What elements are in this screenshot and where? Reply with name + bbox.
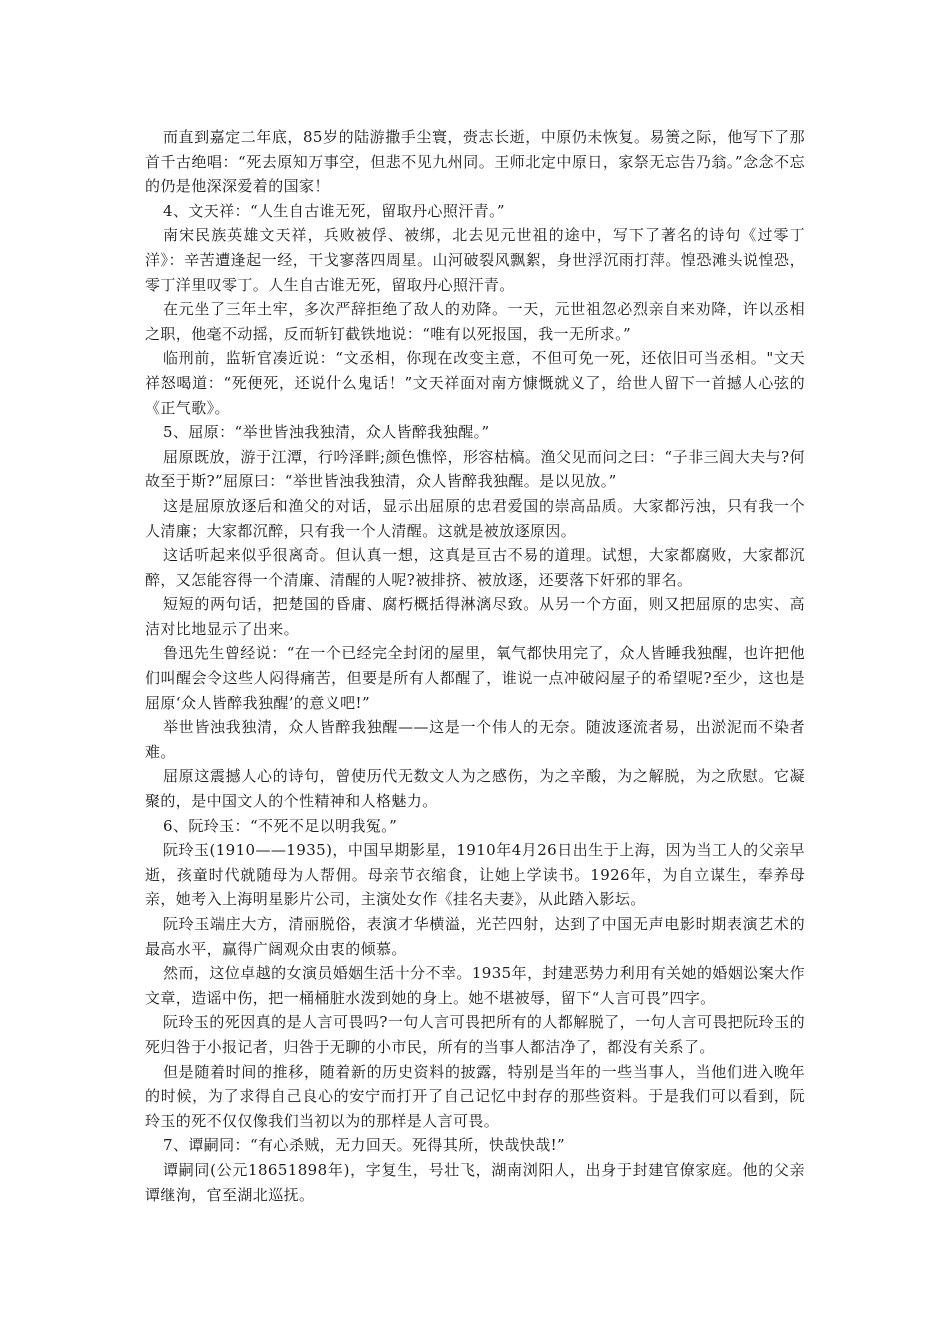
paragraph: 但是随着时间的推移，随着新的历史资料的披露，特别是当年的一些当事人，当他们进入晚年的时候，为了求得自己良心的安宁而打开了自己记忆中封存的那些资料。于是我们可以看到，阮玲玉的死不仅仅像我们当初以为的那样是人言可畏。 <box>145 1062 805 1130</box>
paragraph: 阮玲玉端庄大方，清丽脱俗，表演才华横溢，光芒四射，达到了中国无声电影时期表演艺术的最高水平，赢得广阔观众由衷的倾慕。 <box>145 915 805 958</box>
paragraph: 阮玲玉的死因真的是人言可畏吗?一句人言可畏把所有的人都解脱了，一句人言可畏把阮玲玉的死归咎于小报记者，归咎于无聊的小市民，所有的当事人都洁净了，都没有关系了。 <box>145 1013 805 1056</box>
paragraph: 鲁迅先生曾经说：“在一个已经完全封闭的屋里，氧气都快用完了，众人皆睡我独醒，也许把他们叫醒会令这些人闷得痛苦，但要是所有人都醒了，谁说一点冲破闷屋子的希望呢?至少，这也是屈原‘众人皆醉我独醒’的意义吧!” <box>145 644 805 712</box>
document-body <box>145 125 805 1207</box>
paragraph: 然而，这位卓越的女演员婚姻生活十分不幸。1935年，封建恶势力利用有关她的婚姻讼案大作文章，造谣中伤，把一桶桶脏水泼到她的身上。她不堪被辱，留下“人言可畏”四字。 <box>145 964 805 1007</box>
paragraph: 南宋民族英雄文天祥，兵败被俘、被绑，北去见元世祖的途中，写下了著名的诗句《过零丁洋》：辛苦遭逢起一经，干戈寥落四周星。山河破裂风飘絮，身世浮沉雨打萍。惶恐滩头说惶恐，零丁洋里叹零丁。人生自古谁无死，留取丹心照汗青。 <box>145 226 805 294</box>
paragraph: 这话听起来似乎很离奇。但认真一想，这真是亘古不易的道理。试想，大家都腐败，大家都沉醉，又怎能容得一个清廉、清醒的人呢?被排挤、被放逐，还要落下奸邪的罪名。 <box>145 546 805 589</box>
paragraph: 临刑前，监斩官凑近说：“文丞相，你现在改变主意，不但可免一死，还依旧可当丞相。"文天祥怒喝道：“死便死，还说什么鬼话！”文天祥面对南方慷慨就义了，给世人留下一首撼人心弦的《正气歌》。 <box>145 349 805 417</box>
paragraph: 举世皆浊我独清，众人皆醉我独醒——这是一个伟人的无奈。随波逐流者易，出淤泥而不染者难。 <box>145 718 805 761</box>
paragraph: 阮玲玉(1910——1935)，中国早期影星，1910年4月26日出生于上海，因为当工人的父亲早逝，孩童时代就随母为人帮佣。母亲节衣缩食，让她上学读书。1926年，为自立谋生，奉养母亲，她考入上海明星影片公司，主演处女作《挂名夫妻》，从此踏入影坛。 <box>145 841 805 909</box>
paragraph: 屈原既放，游于江潭，行吟泽畔;颜色憔悴，形容枯槁。渔父见而问之曰：“子非三闾大夫与?何故至于斯?”屈原曰：“举世皆浊我独清，众人皆醉我独醒。是以见放。” <box>145 447 805 491</box>
section-heading-wen-tianxiang: 4、文天祥：“人生自古谁无死，留取丹心照汗青。” <box>163 201 505 220</box>
paragraph: 短短的两句话，把楚国的昏庸、腐朽概括得淋漓尽致。从另一个方面，则又把屈原的忠实、高洁对比地显示了出来。 <box>145 595 805 638</box>
section-heading-qu-yuan: 5、屈原：“举世皆浊我独清，众人皆醉我独醒。” <box>163 423 490 442</box>
section-heading-tan-sitong: 7、谭嗣同：“有心杀贼，无力回天。死得其所，快哉快哉!” <box>163 1136 566 1155</box>
paragraph: 在元坐了三年土牢，多次严辞拒绝了敌人的劝降。一天，元世祖忽必烈亲自来劝降，许以丞相之职，他毫不动摇，反而斩钉截铁地说：“唯有以死报国，我一无所求。” <box>145 300 805 343</box>
paragraph: 这是屈原放逐后和渔父的对话，显示出屈原的忠君爱国的崇高品质。大家都污浊，只有我一个人清廉；大家都沉醉，只有我一个人清醒。这就是被放逐原因。 <box>145 496 805 540</box>
section-heading-ruan-lingyu: 6、阮玲玉：“不死不足以明我冤。” <box>163 816 398 835</box>
paragraph: 谭嗣同(公元18651898年)，字复生，号壮飞，湖南浏阳人，出身于封建官僚家庭。他的父亲谭继洵，官至湖北巡抚。 <box>145 1160 805 1204</box>
paragraph: 而直到嘉定二年底，85岁的陆游撒手尘寰，赍志长逝，中原仍未恢复。易箦之际，他写下了那首千古绝唱：“死去原知万事空，但悲不见九州同。王师北定中原日，家祭无忘告乃翁。”念念不忘的仍是他深深爱着的国家！ <box>145 128 805 196</box>
paragraph: 屈原这震撼人心的诗句，曾使历代无数文人为之感伤，为之辛酸，为之解脱，为之欣慰。它凝聚的，是中国文人的个性精神和人格魅力。 <box>145 767 805 811</box>
